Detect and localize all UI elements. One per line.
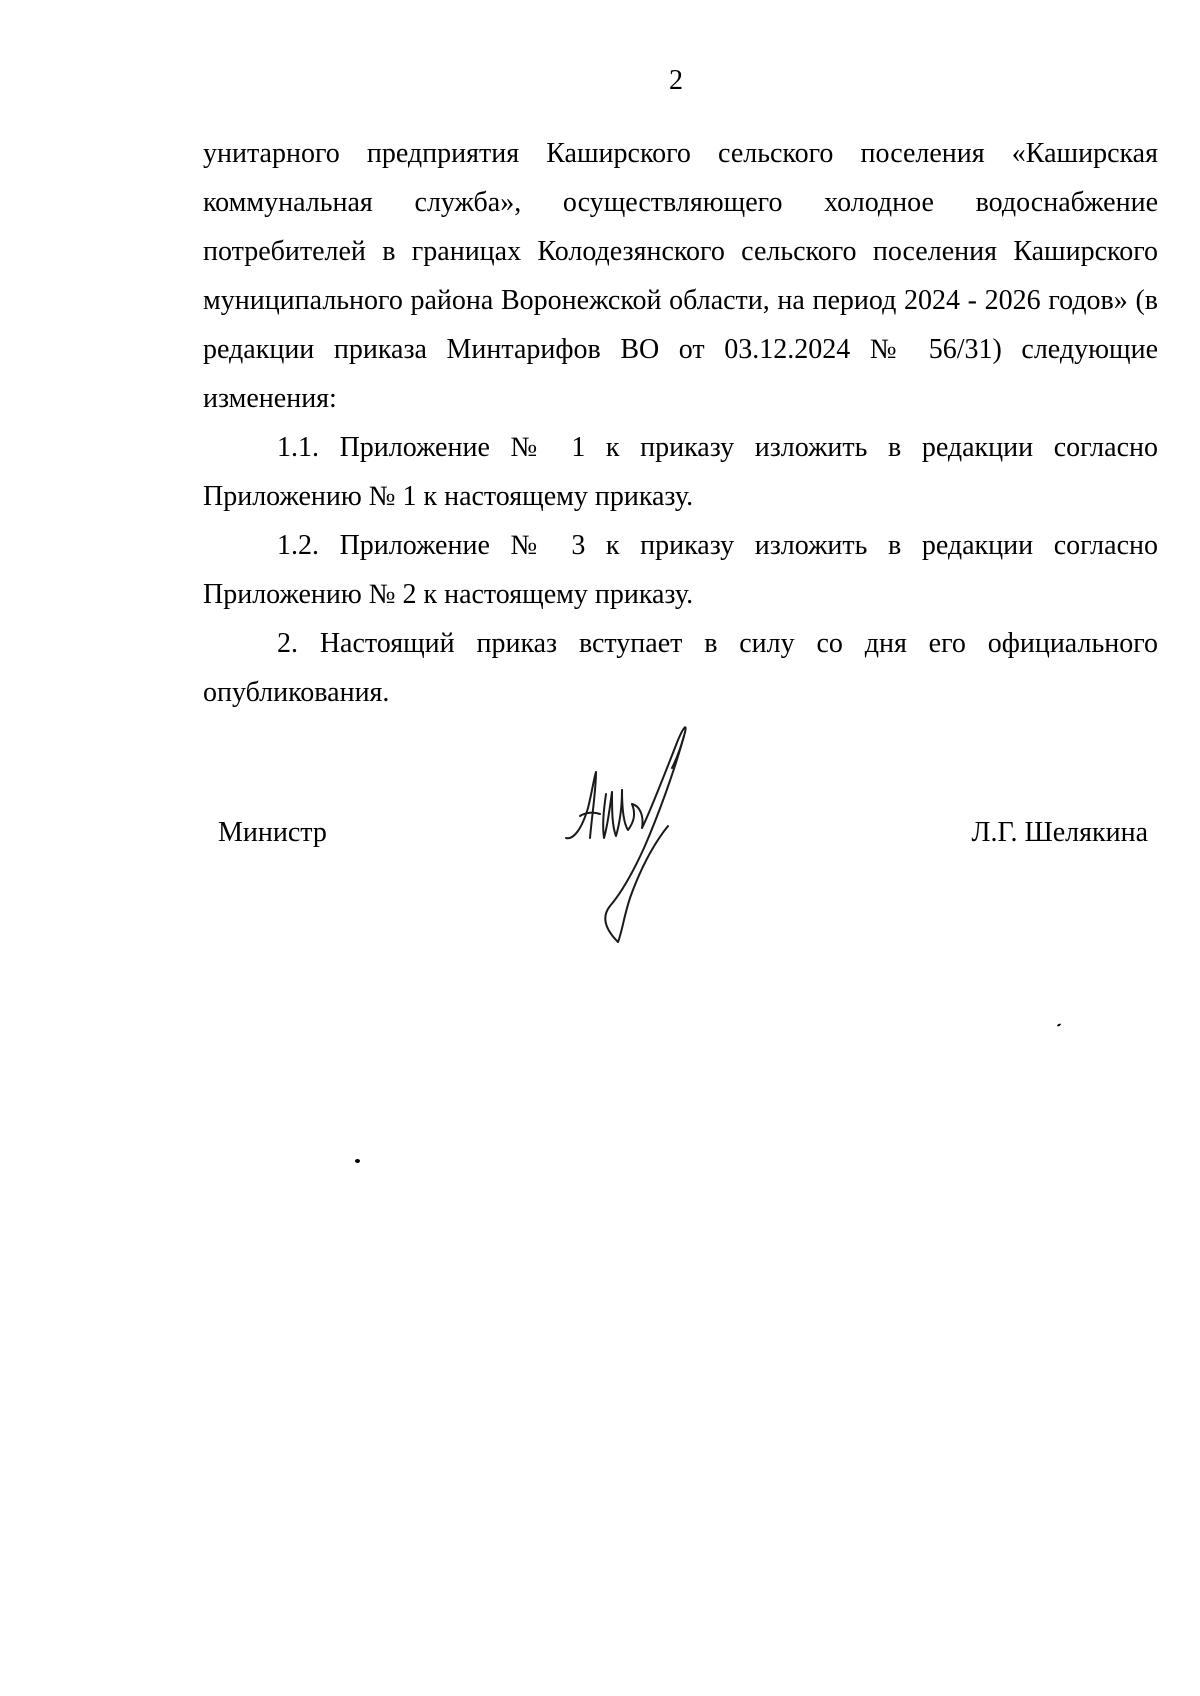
page-number: 2 [669,65,683,96]
paragraph-continuation: унитарного предприятия Каширского сельского поселения «Каширская коммунальная служба», осуществляющего холодное водоснабжение потребителей в границах Колодезянского сельского поселения Каширского муниципального района Воронежской области, на период 2024 - 2026 годов» (в редакции приказа Минтарифов ВО от 03.12.2024 № 56/31) следующие изменения: [203,138,1158,414]
scan-speck [355,1159,360,1163]
handwritten-signature [560,720,730,950]
paragraph-item-2: 2. Настоящий приказ вступает в силу со дня его официального опубликования. [203,628,1158,708]
document-body [203,129,1158,717]
minister-title: Министр [218,817,327,848]
paragraph-item-1-2: 1.2. Приложение № 3 к приказу изложить в редакции согласно Приложению № 2 к настоящему приказу. [203,530,1158,610]
scan-speck [1057,1023,1061,1027]
paragraph-item-1-1: 1.1. Приложение № 1 к приказу изложить в редакции согласно Приложению № 1 к настоящему приказу. [203,432,1158,512]
minister-name: Л.Г. Шелякина [971,817,1148,848]
